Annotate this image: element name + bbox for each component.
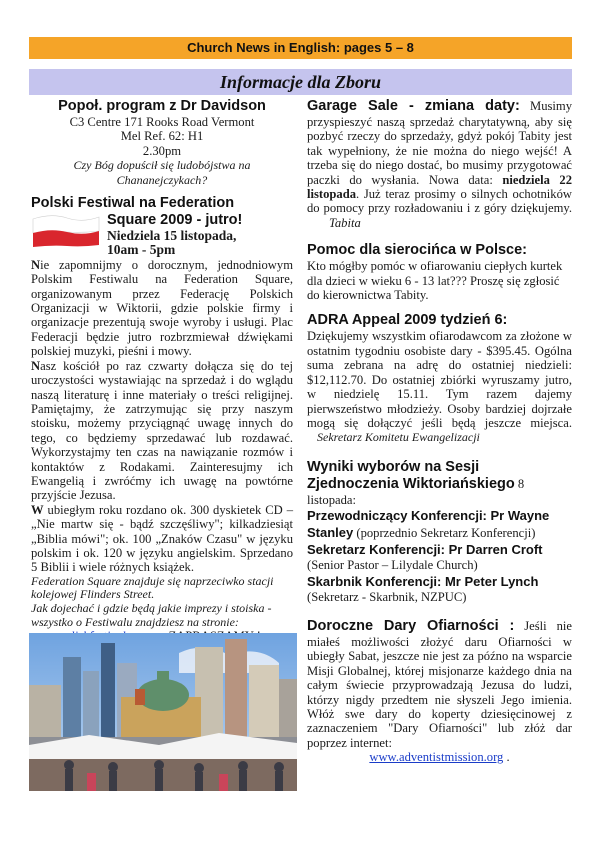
- dropcap-1: N: [31, 257, 41, 272]
- festival-note-directions: Jak dojechać i gdzie będą jakie imprezy i stoiska - wszystko o Festiwalu znajdziesz na stronie:: [31, 600, 272, 629]
- dropcap-2: N: [31, 358, 41, 373]
- result-2-label: Sekretarz Konferencji: Pr Darren Croft: [307, 542, 543, 558]
- adra-title: ADRA Appeal 2009 tydzień 6:: [307, 312, 508, 329]
- festival-note-location: Federation Square znajduje się naprzeciwko stacji kolejowej Flinders Street.: [31, 573, 274, 602]
- program-time: 2.30pm: [142, 143, 182, 158]
- garage-sale-sign: Tabita: [329, 215, 361, 230]
- right-column: [307, 98, 572, 765]
- festival-text-3: ubiegłym roku rozdano ok. 300 dyskietek CD – „Nie martw się - bądź szczęśliwy"; kilkadziesiąt „Biblia mówi"; ok. 100 „Znaków Czasu" w języku polskim i ok. 120 w języku angielskim. Sprzedano 5 Biblii i wiele różnych książek.: [31, 502, 293, 575]
- offering-text: Jeśli nie miałeś możliwości złożyć daru Ofiarności w ubiegły Sabat, jeszcze nie jest za późno na wsparcie Misji Globalnej, której misjonarze każdego dnia na całym świecie przyprowadzają Jezusa do ludzi, którzy nigdy przedtem nie słyszeli Jego imienia. Włóż swe dary do koperty dziesięcinowej z zaznaczeniem "Dary Ofiarności" lub złóż dar poprzez internet:: [307, 618, 572, 750]
- result-1-note: (poprzednio Sekretarz Konferencji): [353, 526, 536, 541]
- program-question: Czy Bóg dopuścił się ludobójstwa na Chananejczykach?: [73, 158, 251, 187]
- left-column: [31, 98, 293, 644]
- dropcap-3: W: [31, 502, 44, 517]
- federation-square-photo: [29, 633, 297, 791]
- festival-date: Niedziela 15 listopada,: [107, 228, 237, 244]
- result-3-note: (Sekretarz - Skarbnik, NZPUC): [307, 589, 467, 604]
- program-address: C3 Centre 171 Rooks Road Vermont: [69, 115, 255, 129]
- festival-header: [31, 195, 293, 258]
- offering-end: .: [503, 750, 510, 765]
- festival-paragraph-2: [31, 359, 293, 503]
- garage-sale-date: niedziela 22 listopada: [307, 172, 572, 202]
- festival-time: 10am - 5pm: [107, 242, 176, 258]
- festival-text-1: ie zapomnijmy o dorocznym, jednodniowym Polskim Festiwalu na Federation Square, organizowanym przez Federację Polskich Organizacji w Wiktorii, gdzie polskie firmy i organizacje prezentują swoje wyroby i usługi. Plac Federacji będzie jutro rozbrzmiewał dźwiękami polskiej muzyki, pieśni i mowy.: [31, 257, 293, 359]
- offering-title: Doroczne Dary Ofiarności :: [307, 617, 515, 634]
- elections-date: 8 listopada:: [307, 476, 525, 507]
- orphanage-title: Pomoc dla sierocińca w Polsce:: [307, 242, 527, 259]
- festival-paragraph-3: [31, 503, 293, 575]
- festival-paragraph-1: [31, 258, 293, 359]
- adra-sign: Sekretarz Komitetu Ewangelizacji: [317, 430, 480, 445]
- elections-title: Wyniki wyborów na Sesji Zjednoczenia Wiktoriańskiego: [307, 458, 515, 492]
- adra-section: [307, 329, 572, 444]
- garage-sale-section: [307, 98, 572, 230]
- offering-link[interactable]: www.adventistmission.org: [369, 750, 504, 765]
- elections-section: [307, 459, 572, 507]
- elections-result-1: [307, 507, 572, 541]
- program-title: Popoł. program z Dr Davidson: [58, 98, 266, 114]
- festival-title-b: Square 2009 - jutro!: [107, 212, 243, 229]
- result-2-note: (Senior Pastor – Lilydale Church): [307, 558, 478, 573]
- top-banner: Church News in English: pages 5 – 8: [29, 37, 572, 59]
- orphanage-text: Kto mógłby pomóc w ofiarowaniu ciepłych kurtek dla dzieci w wieku 6 - 13 lat??? Proszę się zgłosić do kierownictwa Tabity.: [307, 259, 563, 303]
- result-3-label: Skarbnik Konferencji: Mr Peter Lynch: [307, 573, 539, 589]
- result-1-label: Przewodniczący Konferencji: Pr Wayne Stanley: [307, 508, 550, 541]
- adra-text: Dziękujemy wszystkim ofiarodawcom za złożone w ostatnim tygodniu osobiste dary - $395.45. Ogólna suma zebrana na adrę do ostatniej niedzieli: $12,112.70. Do ostatniej zbiórki wyruszamy jutro, w niedzielę 15.11. Tym razem dajemy pierwszeństwo młodzieży. Osoby bardziej dojrzałe mogą się dołączyć jeśli będą jeszcze miejsca.: [307, 329, 572, 430]
- polish-flag-icon: [31, 213, 101, 249]
- offering-section: [307, 618, 572, 750]
- garage-sale-title: Garage Sale - zmiana daty:: [307, 98, 520, 114]
- section-title: Informacje dla Zboru: [29, 69, 572, 95]
- program-ref: Mel Ref. 62: H1: [120, 129, 204, 144]
- garage-sale-text-2: . Już teraz prosimy o silnych ochotników do pomocy przy rozładowaniu i z góry dziękujemy.: [307, 187, 572, 216]
- garage-sale-text-1: Musimy przyspieszyć naszą sprzedaż charytatywną, aby się pozbyć rzeczy do sprzedaży, gdyż pokój Tabity jest tak wypełniony, że nie można do niego wejść! A trzeba się do niego dostać, bo musimy przygotować paczki do wysłania. Nowa data:: [307, 99, 572, 187]
- festival-text-2: asz kościół po raz czwarty dołącza się do tej uroczystości wystawiając na sprzedaż i do wglądu naszą literaturę i inne materiały o treści religijnej. Pamiętajmy, że zatrzymując się przy naszym stoisku, możemy przyciągnąć uwagę innych do tego, co będziemy sprzedawać lub rozdawać. Wykorzystajmy ten czas na nawiązanie rozmów i kontaktów z Rodakami. Zainteresujmy ich Ewangelią i zwróćmy ich uwagę na powtórne przyjście Jezusa.: [31, 358, 293, 503]
- festival-title-a: Polski Festiwal na Federation: [31, 195, 235, 212]
- offering-link-line: [307, 750, 572, 764]
